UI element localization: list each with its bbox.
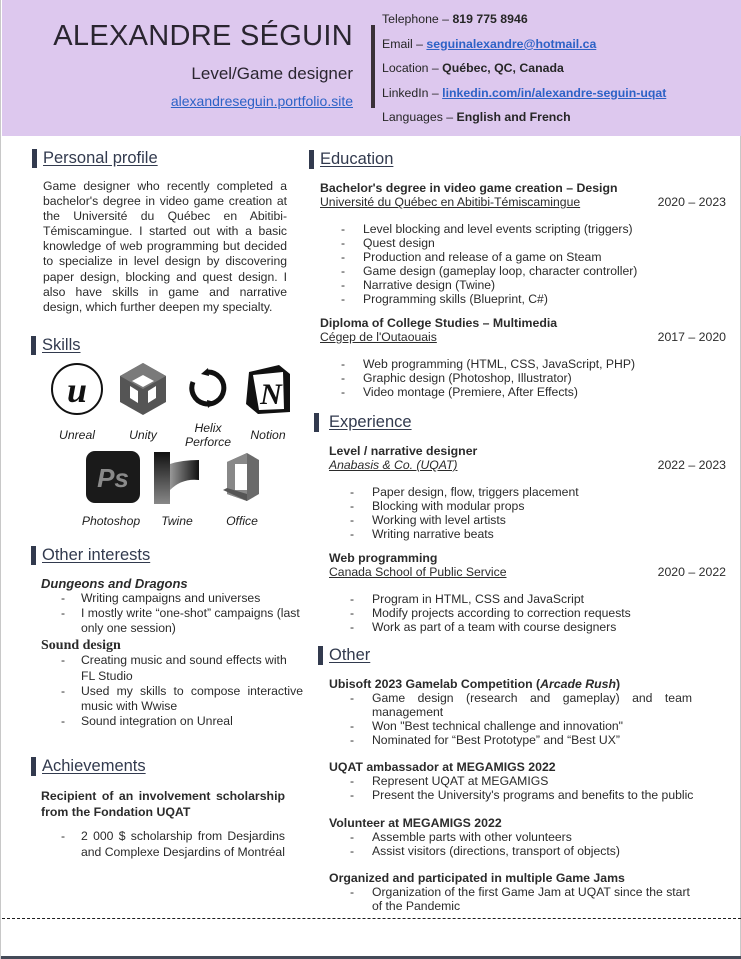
full-name: ALEXANDRE SÉGUIN [53, 20, 353, 52]
experience-list [329, 592, 726, 634]
linkedin-line: LinkedIn – linkedin.com/in/alexandre-seguin-uqat [382, 85, 667, 100]
section-heading-interests: Other interests [31, 546, 150, 565]
list-item: - Level blocking and level events scripting (triggers) [320, 222, 726, 236]
achievement-heading: Recipient of an involvement scholarship from the Fondation UQAT [41, 789, 285, 819]
other-title: Ubisoft 2023 Gamelab Competition (Arcade Rush) [329, 677, 621, 691]
school-name: Université du Québec en Abitibi-Témiscamingue [320, 195, 581, 209]
job-role: Level / narrative designer [329, 444, 478, 458]
section-heading-skills: Skills [31, 336, 81, 355]
list-item: - Modify projects according to correction requests [329, 606, 726, 620]
list-item: - Quest design [320, 236, 726, 250]
telephone-value: 819 775 8946 [452, 12, 528, 26]
languages-line: Languages – English and French [382, 110, 571, 125]
list-item: - Assist visitors (directions, transport of objects) [329, 844, 726, 858]
list-item: - Nominated for “Best Prototype” and “Best UX” [329, 733, 726, 747]
twine-icon [152, 450, 202, 504]
achievements-block [41, 788, 285, 860]
list-item: - Graphic design (Photoshop, Illustrator) [320, 371, 726, 385]
other-list [329, 691, 726, 747]
list-item: - I mostly write “one-shot” campaigns (last only one session) [41, 606, 303, 636]
date-range: 2017 – 2020 [657, 330, 726, 344]
header-divider [371, 25, 375, 108]
date-range: 2020 – 2022 [657, 565, 726, 579]
experience-entry [329, 551, 726, 634]
svg-text:N: N [260, 378, 282, 411]
unreal-engine-icon [49, 362, 105, 416]
unity-icon [116, 361, 170, 417]
experience-entry [329, 444, 726, 541]
list-item: - Used my skills to compose interactive music with Wwise [41, 684, 303, 714]
section-bar [31, 546, 36, 565]
list-item: - Program in HTML, CSS and JavaScript [329, 592, 726, 606]
education-list [320, 222, 726, 306]
school-name: Cégep de l'Outaouais [320, 330, 437, 344]
section-bar [31, 336, 36, 355]
other-list [329, 830, 726, 858]
other-entry [329, 871, 726, 913]
skill-unreal: u Unreal [49, 362, 105, 442]
list-item: - Paper design, flow, triggers placement [329, 485, 726, 499]
section-heading-achievements: Achievements [31, 757, 146, 776]
section-heading-profile: Personal profile [32, 149, 158, 168]
list-item: - Narrative design (Twine) [320, 278, 726, 292]
interest-group-title: Sound design [41, 638, 121, 654]
list-item: - Blocking with modular props [329, 499, 726, 513]
skill-notion: N Notion [243, 362, 293, 442]
profile-text: Game designer who recently completed a bachelor's degree in video game creation at the Université du Québec en Abitibi-Témiscamingue. I started out with a basic knowledge of web programming but decided to specialize in level design by discovering paper design, blocking and quest design. I also have skills in game and narrative design, which further deepen my specialty. [43, 179, 287, 314]
interest-list [41, 653, 303, 728]
list-item: - Game design (gameplay loop, character controller) [320, 264, 726, 278]
list-item: - Writing narrative beats [329, 527, 726, 541]
other-entry [329, 677, 726, 747]
header-banner [2, 0, 741, 136]
date-range: 2022 – 2023 [657, 458, 726, 472]
org-name: Canada School of Public Service [329, 565, 507, 579]
skill-unity: Unity [116, 361, 170, 442]
section-bar [314, 413, 319, 432]
interests-block [41, 576, 303, 729]
telephone-line: Telephone – 819 775 8946 [382, 12, 528, 26]
other-list [329, 774, 726, 802]
degree-title: Bachelor's degree in video game creation – Design [320, 181, 618, 195]
education-entry [320, 316, 726, 399]
list-item: - Assemble parts with other volunteers [329, 830, 726, 844]
section-bar [31, 757, 36, 776]
skill-twine: Twine [151, 450, 203, 528]
section-bar [318, 646, 323, 665]
section-heading-education: Education [309, 150, 393, 169]
other-entry [329, 760, 726, 802]
other-entry [329, 816, 726, 858]
email-link[interactable]: seguinalexandre@hotmail.ca [426, 36, 597, 51]
email-line: Email – seguinalexandre@hotmail.ca [382, 36, 597, 51]
list-item: - Working with level artists [329, 513, 726, 527]
list-item: - Sound integration on Unreal [41, 714, 303, 729]
skill-photoshop: Ps Photoshop [79, 450, 143, 528]
achievement-list [41, 828, 285, 860]
list-item: - 2 000 $ scholarship from Desjardins and Complexe Desjardins of Montréal [41, 828, 285, 860]
org-name: Anabasis & Co. (UQAT) [329, 458, 458, 472]
job-role: Web programming [329, 551, 438, 565]
portfolio-link[interactable]: alexandreseguin.portfolio.site [170, 93, 353, 109]
other-list [329, 885, 726, 913]
list-item: - Game design (research and gameplay) and team management [329, 691, 692, 719]
list-item: - Organization of the first Game Jam at UQAT since the start of the Pandemic [329, 885, 692, 913]
job-title: Level/Game designer [191, 64, 353, 83]
experience-list [329, 485, 726, 541]
section-heading-other: Other [318, 646, 370, 665]
list-item: - Present the University's programs and benefits to the public [329, 788, 726, 802]
page-break-line [2, 918, 741, 919]
list-item: - Work as part of a team with course designers [329, 620, 726, 634]
other-title: Volunteer at MEGAMIGS 2022 [329, 816, 502, 830]
other-title: Organized and participated in multiple Game Jams [329, 871, 625, 885]
svg-text:Ps: Ps [97, 463, 129, 493]
list-item: - Video montage (Premiere, After Effects) [320, 385, 726, 399]
languages-value: English and French [456, 110, 571, 125]
location-line: Location – Québec, QC, Canada [382, 61, 564, 76]
other-title: UQAT ambassador at MEGAMIGS 2022 [329, 760, 556, 774]
photoshop-icon [85, 450, 141, 504]
list-item: - Production and release of a game on Steam [320, 250, 726, 264]
list-item: - Represent UQAT at MEGAMIGS [329, 774, 726, 788]
office-icon [217, 450, 267, 504]
list-item: - Creating music and sound effects with FL Studio [41, 653, 303, 683]
education-list [320, 357, 726, 399]
skill-helix-perforce: Helix Perforce [181, 362, 235, 449]
interest-list [41, 591, 303, 636]
location-value: Québec, QC, Canada [442, 61, 564, 76]
list-item: - Writing campaigns and universes [41, 591, 303, 606]
list-item: - Won "Best technical challenge and innovation" [329, 719, 726, 733]
helix-perforce-icon [181, 362, 235, 414]
svg-text:u: u [66, 370, 88, 410]
list-item: - Web programming (HTML, CSS, JavaScript, PHP) [320, 357, 726, 371]
section-heading-experience: Experience [314, 413, 412, 432]
interest-group-title: Dungeons and Dragons [41, 576, 188, 591]
linkedin-link[interactable]: linkedin.com/in/alexandre-seguin-uqat [442, 85, 667, 100]
education-entry [320, 181, 726, 306]
section-bar [32, 149, 37, 168]
section-bar [309, 150, 314, 169]
skill-office: Office [217, 450, 267, 528]
date-range: 2020 – 2023 [657, 195, 726, 209]
list-item: - Programming skills (Blueprint, C#) [320, 292, 726, 306]
degree-title: Diploma of College Studies – Multimedia [320, 316, 558, 330]
contact-block [382, 11, 666, 134]
notion-icon [243, 362, 293, 416]
